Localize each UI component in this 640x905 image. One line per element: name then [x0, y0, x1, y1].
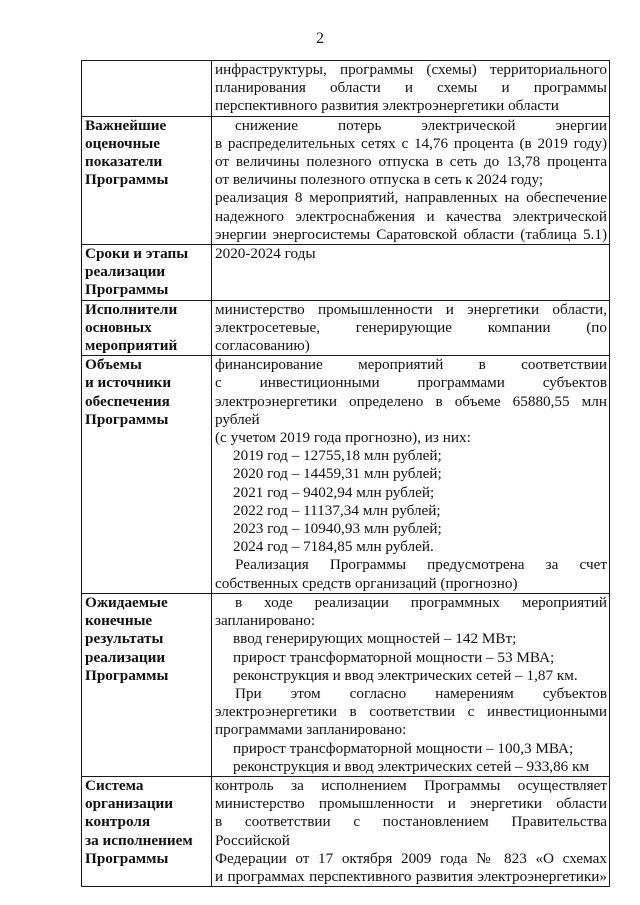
row-label-line: контроля: [85, 813, 151, 831]
row-value-line: в распределительных сетях с 14,76 процента (в 2019 году): [215, 134, 607, 152]
row-value-line: прирост трансформаторной мощности – 53 МВА;: [233, 648, 555, 666]
row-value-line: инфраструктуры, программы (схемы) территориального: [215, 61, 607, 78]
row-label-line: Исполнители: [85, 300, 178, 318]
row-label-line: Программы: [85, 281, 169, 299]
row-label-cell: [82, 776, 212, 886]
row-value-line: реконструкция и ввод электрических сетей – 933,86 км: [233, 757, 590, 775]
row-value-line: 2024 год – 7184,85 млн рублей.: [233, 538, 434, 556]
row-value-cell: [212, 61, 610, 117]
row-label-line: Система: [85, 776, 144, 794]
row-label-line: результаты: [85, 630, 164, 648]
row-value-line: 2022 год – 11137,34 млн рублей;: [233, 501, 441, 519]
row-label-line: основных: [85, 318, 152, 336]
row-value-cell: [212, 776, 610, 886]
row-value-line: Реализация Программы предусмотрена за счет: [235, 556, 607, 574]
row-value-line: от величины полезного отпуска в сеть до 13,78 процента: [215, 153, 607, 171]
page-number: 2: [316, 30, 324, 47]
row-value-cell: [212, 300, 610, 356]
row-label-line: реализации: [85, 263, 166, 281]
row-value-line: финансирование мероприятий в соответствии: [215, 356, 607, 374]
row-value-line: электросетевые, генерирующие компании (по согласованию): [215, 318, 607, 355]
row-value-line: собственных средств организаций (прогнозно): [215, 574, 518, 592]
row-value-line: Федерации от 17 октября 2009 года № 823 «О схемах: [215, 849, 607, 867]
table-row: [82, 300, 610, 356]
row-label-line: конечные: [85, 612, 153, 630]
row-label-line: и источники: [85, 374, 172, 392]
row-value-cell: [212, 593, 610, 776]
row-value-line: надежного электроснабжения и качества электрической: [215, 207, 607, 225]
row-value-line: 2023 год – 10940,93 млн рублей;: [233, 520, 442, 538]
row-value-line: 2020 год – 14459,31 млн рублей;: [233, 465, 442, 483]
row-value-line: с инвестиционными программами субъектов: [215, 374, 607, 392]
table-body: [82, 61, 610, 887]
row-label-line: обеспечения: [85, 392, 170, 410]
row-label-line: Объемы: [85, 356, 142, 374]
row-label-cell: [82, 356, 212, 594]
row-value-line: программами запланировано:: [215, 721, 407, 739]
row-value-line: 2019 год – 12755,18 млн рублей;: [233, 447, 442, 465]
table-row: [82, 245, 610, 301]
row-label-line: Программы: [85, 171, 169, 189]
row-value-line: в соответствии с постановлением Правительства Российской: [215, 813, 607, 849]
row-value-cell: [212, 356, 610, 594]
row-label-line: реализации: [85, 648, 166, 666]
table-row: [82, 116, 610, 244]
row-value-line: реализация 8 мероприятий, направленных на обеспечение: [215, 189, 607, 207]
row-label-line: Ожидаемые: [85, 593, 168, 611]
row-value-line: планирования области и схемы и программы: [215, 79, 607, 97]
row-value-line: снижение потерь электрической энергии: [235, 116, 607, 134]
row-value-line: (с учетом 2019 года прогнозно), из них:: [215, 429, 471, 447]
table-row: [82, 776, 610, 886]
row-label-cell: [82, 61, 212, 117]
row-value-line: 2021 год – 9402,94 млн рублей;: [233, 483, 435, 501]
row-label-line: Программы: [85, 666, 169, 684]
row-value-cell: [212, 116, 610, 244]
row-value-line: При этом согласно намерениям субъектов: [235, 684, 607, 702]
row-label-cell: [82, 245, 212, 301]
row-label-line: за исполнением: [85, 831, 193, 849]
row-value-line: ввод генерирующих мощностей – 142 МВт;: [233, 630, 517, 648]
row-value-cell: [212, 245, 610, 301]
row-value-line: и программах перспективного развития электроэнергетики»: [215, 867, 607, 885]
row-value-line: перспективного развития электроэнергетики области: [215, 97, 559, 115]
row-value-line: электроэнергетики определено в объеме 65880,55 млн рублей: [215, 392, 607, 428]
row-label-line: организации: [85, 795, 173, 813]
row-label-line: Сроки и этапы: [85, 245, 189, 263]
table-row: [82, 61, 610, 117]
row-label-line: оценочные: [85, 134, 160, 152]
row-value-line: 2020-2024 годы: [215, 245, 316, 263]
row-value-line: прирост трансформаторной мощности – 100,3 МВА;: [233, 739, 574, 757]
table-row: [82, 356, 610, 594]
row-value-line: запланировано:: [215, 612, 316, 630]
row-label-line: мероприятий: [85, 337, 178, 355]
row-value-line: министерство промышленности и энергетики области: [215, 795, 607, 813]
row-value-line: от величины полезного отпуска в сеть к 2024 году;: [215, 171, 544, 189]
row-label-cell: [82, 116, 212, 244]
row-label-line: Важнейшие: [85, 116, 167, 134]
table-row: [82, 593, 610, 776]
row-value-line: реконструкция и ввод электрических сетей – 1,87 км.: [233, 666, 578, 684]
row-label-line: показатели: [85, 153, 163, 171]
row-label-cell: [82, 300, 212, 356]
row-value-line: в ходе реализации программных мероприятий: [235, 593, 607, 611]
row-label-line: Программы: [85, 849, 169, 867]
row-label-cell: [82, 593, 212, 776]
program-passport-table: [81, 60, 610, 887]
row-label-line: Программы: [85, 410, 169, 428]
row-value-line: энергии энергосистемы Саратовской области (таблица 5.1): [215, 225, 607, 243]
row-value-line: электроэнергетики в соответствии с инвестиционными: [215, 703, 607, 721]
row-value-line: министерство промышленности и энергетики области,: [215, 300, 607, 318]
row-value-line: контроль за исполнением Программы осуществляет: [215, 776, 607, 794]
